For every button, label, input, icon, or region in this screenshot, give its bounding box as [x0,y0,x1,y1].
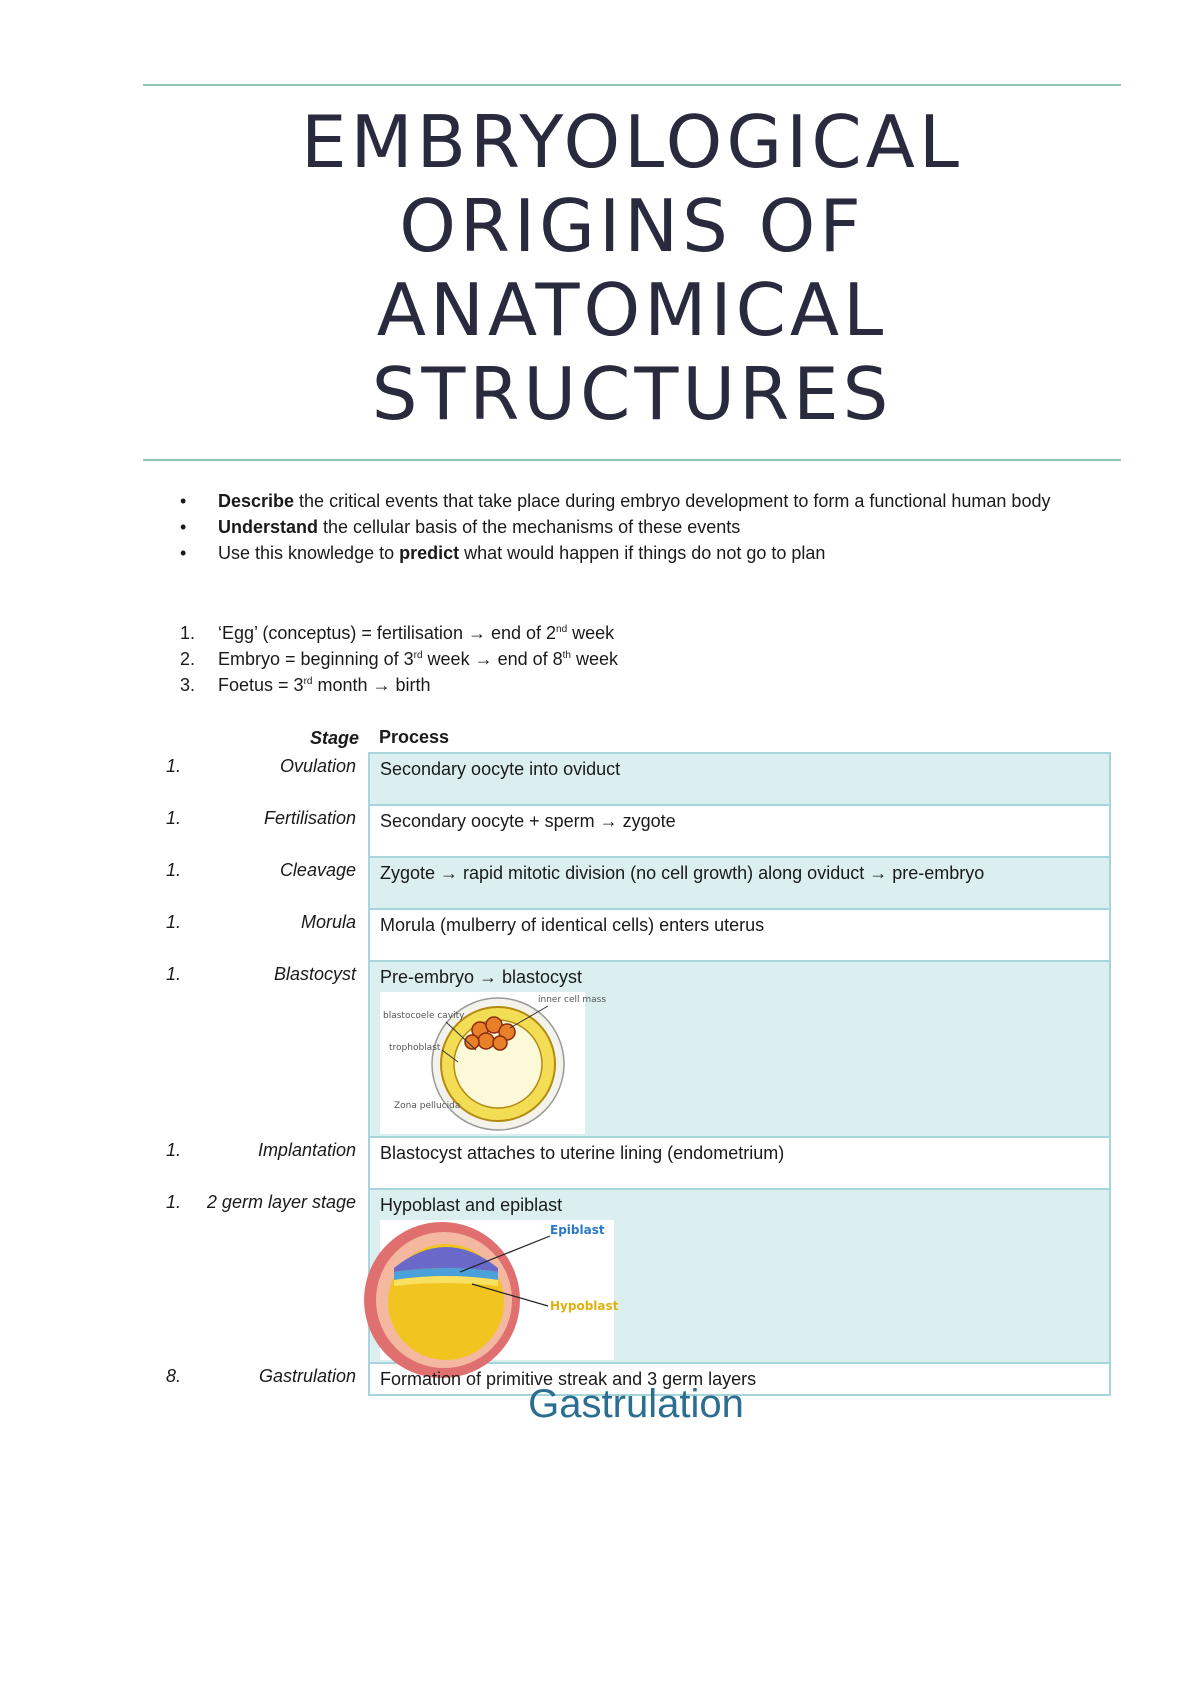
list-item [180,672,1100,698]
title-line: STRUCTURES [371,352,893,436]
list-item [180,514,1100,540]
objective-verb: Understand [218,517,319,537]
bullet-icon: • [180,491,187,511]
section-heading: Gastrulation [528,1382,744,1426]
top-rule [143,84,1121,86]
table-row [131,753,1110,805]
timeline-text: week → end of 8 [422,649,563,669]
stage-table [131,722,1111,1396]
process-text: Pre-embryo → blastocyst [380,967,583,987]
row-number: 8. [165,1366,181,1386]
ordinal-suffix: nd [556,624,568,635]
stage-cell: Fertilisation [263,808,356,828]
process-cell [369,1189,1110,1363]
timeline-text: month → birth [312,675,431,695]
table-row [131,961,1110,1137]
germ-layer-diagram [380,1220,619,1360]
table-header-row [131,722,1110,753]
objective-text: Use this knowledge to [218,543,400,563]
title-line: ANATOMICAL [376,268,888,352]
process-cell: Blastocyst attaches to uterine lining (endometrium) [369,1137,1110,1189]
stage-cell: 2 germ layer stage [206,1192,356,1212]
objective-verb: Describe [218,491,295,511]
stage-cell: Blastocyst [273,964,356,984]
hypoblast-label: Hypoblast [550,1299,619,1313]
objective-verb: predict [399,543,460,563]
process-column-header: Process [379,727,450,747]
row-number: 1. [165,756,181,776]
row-number: 1. [165,860,181,880]
blastocoele-cavity [454,1020,542,1108]
row-number: 1. [165,912,181,932]
stage-cell: Ovulation [279,756,356,776]
row-number: 1. [165,1140,181,1160]
table-row [131,1189,1110,1363]
icm-label: inner cell mass [538,995,607,1005]
table-row [131,857,1110,909]
objectives-list [180,488,1100,566]
stage-cell: Morula [300,912,356,932]
bullet-icon: • [180,543,187,563]
row-number: 1. [165,964,181,984]
table-row [131,909,1110,961]
trophoblast-label: trophoblast [389,1043,441,1053]
cavity-label: blastocoele cavity [383,1011,465,1021]
timeline-text: ‘Egg’ (conceptus) = fertilisation → end of 2 [218,623,557,643]
blastocyst-diagram [380,992,607,1134]
epiblast-label: Epiblast [550,1223,605,1237]
objective-text: the cellular basis of the mechanisms of these events [318,517,741,537]
page-title [143,100,1121,436]
stage-cell: Implantation [257,1140,356,1160]
ordinal-suffix: rd [413,650,423,661]
stage-column-header: Stage [309,727,359,748]
table-row [131,1137,1110,1189]
bullet-icon: • [180,517,187,537]
objective-text: the critical events that take place during embryo development to form a functional human body [294,491,1051,511]
timeline-text: week [570,649,619,669]
process-cell: Secondary oocyte into oviduct [369,753,1110,805]
zona-label: Zona pellucida [394,1101,461,1111]
objective-text: what would happen if things do not go to plan [459,543,826,563]
timeline-text: Embryo = beginning of 3 [218,649,414,669]
row-number: 1. [165,1192,181,1212]
list-number: 3. [180,675,196,695]
ordinal-suffix: rd [303,676,313,687]
list-item [180,646,1100,672]
stage-cell: Cleavage [279,860,356,880]
list-item [180,488,1100,514]
process-cell: Formation of primitive streak and 3 germ layers [369,1363,1110,1395]
list-number: 1. [180,623,196,643]
list-number: 2. [180,649,196,669]
ordinal-suffix: th [562,650,571,661]
stage-cell: Gastrulation [258,1366,356,1386]
row-number: 1. [165,808,181,828]
process-cell: Zygote → rapid mitotic division (no cell growth) along oviduct → pre-embryo [369,857,1110,909]
timeline-text: Foetus = 3 [218,675,304,695]
process-cell [369,961,1110,1137]
process-cell: Secondary oocyte + sperm → zygote [369,805,1110,857]
list-item [180,540,1100,566]
list-item [180,620,1100,646]
table-row [131,805,1110,857]
timeline-text: week [567,623,615,643]
title-line: EMBRYOLOGICAL [300,100,964,184]
title-bottom-rule [143,459,1121,461]
process-cell: Morula (mulberry of identical cells) enters uterus [369,909,1110,961]
process-text: Hypoblast and epiblast [380,1195,563,1215]
title-line: ORIGINS OF [399,184,865,268]
timeline-list [180,620,1100,698]
